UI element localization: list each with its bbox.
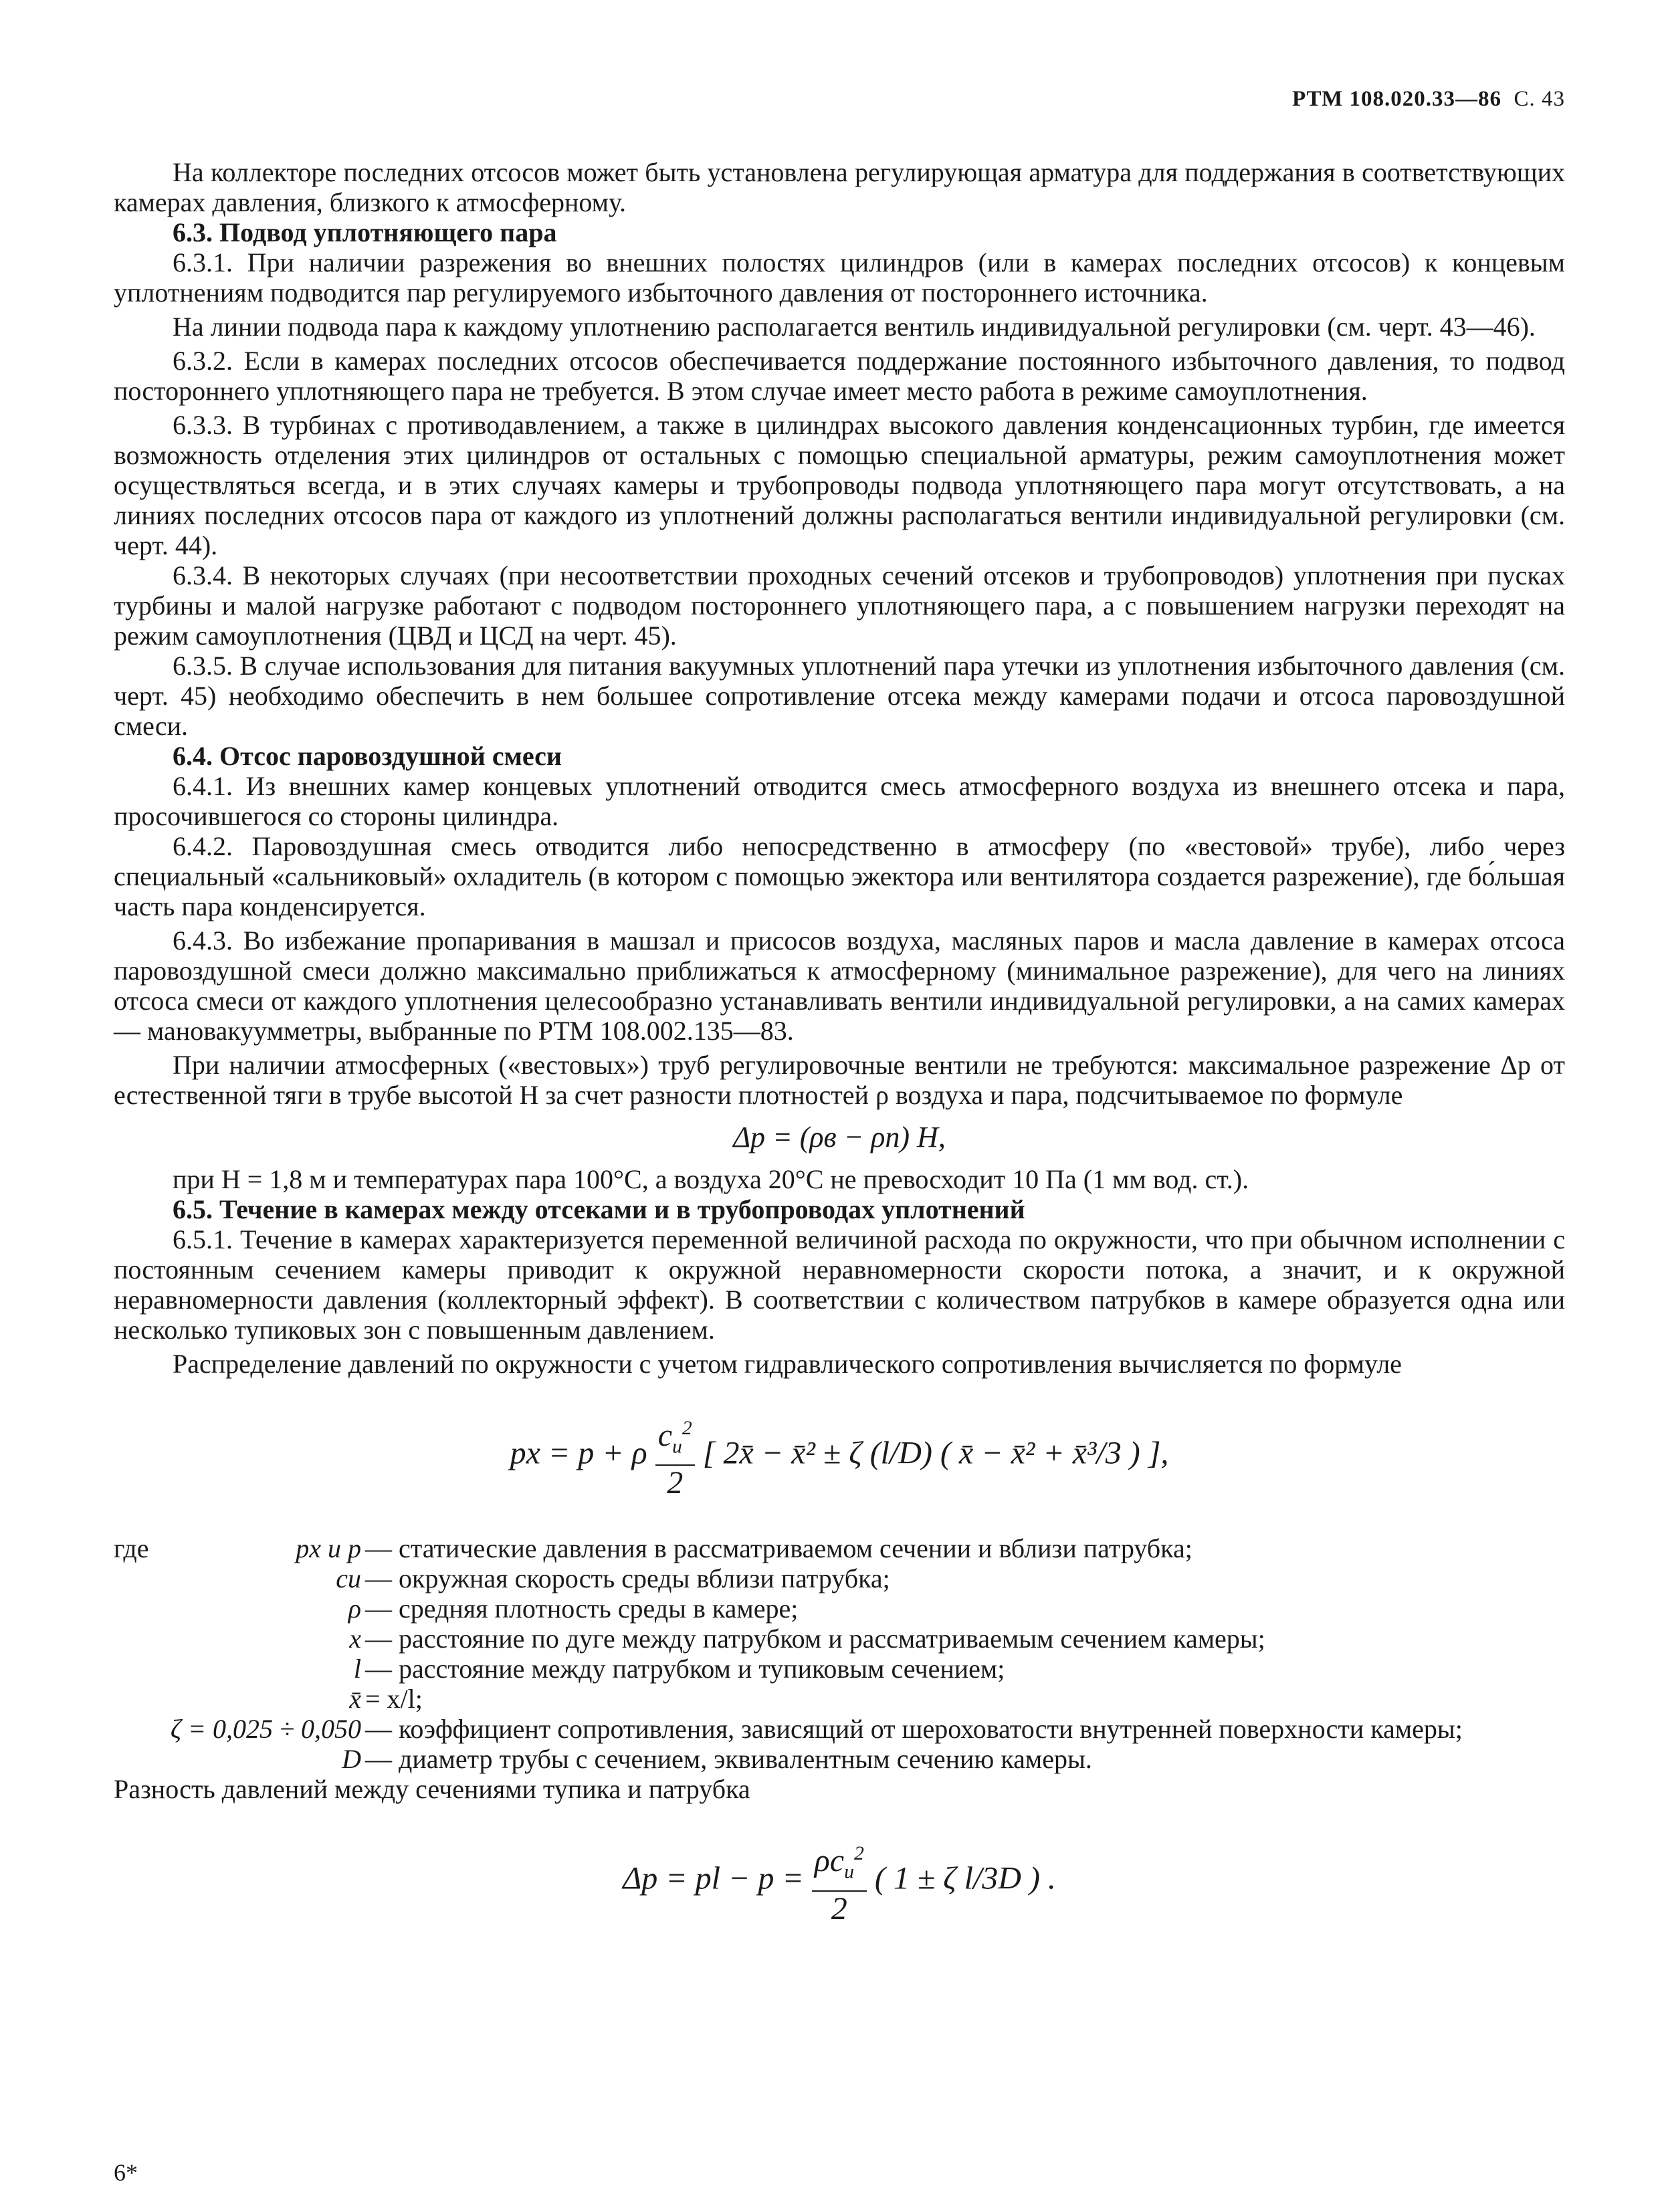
- fraction-rho-cu2-over-2: $\frac{\rho c_u^2}{2}$: [812, 1836, 867, 1926]
- definition-row: где px и p — статические давления в рассматриваемом сечении и вблизи патрубка;: [114, 1533, 1192, 1564]
- definition-row: x̄ = x/l;: [349, 1684, 423, 1715]
- formula-rhs: ( 1 ± ζ l/3D ) .: [874, 1860, 1056, 1896]
- paragraph: На коллекторе последних отсосов может быть установлена регулирующая арматура для поддержания в соответствующих камерах давления, близкого к атмосферному.: [114, 157, 1565, 217]
- formula-lhs: Δp = pl − p =: [623, 1860, 804, 1896]
- document-body: [114, 157, 1565, 1959]
- where-label: где: [114, 1533, 149, 1564]
- definition-row: cu — окружная скорость среды вблизи патрубка;: [336, 1563, 890, 1594]
- formula-lhs: px = p + ρ: [510, 1435, 647, 1471]
- definition-row: x — расстояние по дуге между патрубком и рассматриваемым сечением камеры;: [349, 1624, 1265, 1654]
- symbol-definitions: [114, 1533, 1565, 1774]
- paragraph-6-5-1: 6.5.1. Течение в камерах характеризуется переменной величиной расхода по окружности, что при обычном исполнении с постоянным сечением камеры приводит к окружной неравномерности скорости потока, а значит, и к окружной неравномерности давления (коллекторный эффект). В соответствии с количеством патрубков в камере образуется одна или несколько тупиковых зон с повышенным давлением.: [114, 1224, 1565, 1345]
- paragraph: При наличии атмосферных («вестовых») труб регулировочные вентили не требуются: максимальное разрежение Δp от естественной тяги в трубе высотой H за счет разности плотностей ρ воздуха и пара, подсчитываемое по формуле: [114, 1050, 1565, 1110]
- definition-row: ρ — средняя плотность среды в камере;: [348, 1593, 799, 1624]
- formula-pressure-difference: [114, 1836, 1565, 1926]
- paragraph-6-3-4: 6.3.4. В некоторых случаях (при несоответствии проходных сечений отсеков и трубопроводов) уплотнения при пусках турбины и малой нагрузке работают с подводом постороннего уплотняющего пара, а с повышением нагрузки переходят на режим самоуплотнения (ЦВД и ЦСД на черт. 45).: [114, 560, 1565, 651]
- document-code: РТМ 108.020.33—86: [1291, 87, 1501, 111]
- paragraph-6-4-3: 6.4.3. Во избежание пропаривания в машзал и присосов воздуха, масляных паров и масла давление в камерах отсоса паровоздушной смеси должно максимально приближаться к атмосферному (минимальное разрежение), для чего на линиях отсоса смеси от каждого уплотнения целесообразно устанавливать вентили индивидуальной регулировки, а на самих камерах — мановакуумметры, выбранные по РТМ 108.002.135—83.: [114, 925, 1565, 1046]
- signature-mark: 6*: [114, 2159, 138, 2186]
- formula-pressure-distribution: [114, 1411, 1565, 1501]
- formula-rhs: [ 2x̄ − x̄² ± ζ (l/D) ( x̄ − x̄² + x̄³/3 ) ],: [702, 1435, 1169, 1471]
- paragraph-6-3-2: 6.3.2. Если в камерах последних отсосов обеспечивается поддержание постоянного избыточного давления, то подвод постороннего уплотняющего пара не требуется. В этом случае имеет место работа в режиме самоуплотнения.: [114, 346, 1565, 406]
- definition-row: D — диаметр трубы с сечением, эквивалентным сечению камеры.: [342, 1744, 1092, 1775]
- section-heading-6-4: 6.4. Отсос паровоздушной смеси: [173, 741, 562, 771]
- page-number: С. 43: [1514, 87, 1565, 111]
- paragraph: Разность давлений между сечениями тупика и патрубка: [114, 1774, 750, 1805]
- section-heading-6-3: 6.3. Подвод уплотняющего пара: [173, 217, 557, 247]
- section-heading-6-5: 6.5. Течение в камерах между отсеками и в трубопроводах уплотнений: [173, 1194, 1025, 1224]
- running-header: [1292, 87, 1565, 112]
- paragraph-6-3-5: 6.3.5. В случае использования для питания вакуумных уплотнений пара утечки из уплотнения избыточного давления (см. черт. 45) необходимо обеспечить в нем большее сопротивление отсека между камерами подачи и отсоса паровоздушной смеси.: [114, 651, 1565, 741]
- fraction-cu2-over-2: $\frac{c_u^2}{2}$: [655, 1411, 695, 1501]
- paragraph-6-3-1: 6.3.1. При наличии разрежения во внешних полостях цилиндров (или в камерах последних отсосов) к концевым уплотнениям подводится пар регулируемого избыточного давления от постороннего источника.: [114, 247, 1565, 308]
- paragraph-6-3-3: 6.3.3. В турбинах с противодавлением, а также в цилиндрах высокого давления конденсационных турбин, где имеется возможность отделения этих цилиндров от остальных с помощью специальной арматуры, режим самоуплотнения может осуществляться всегда, и в этих случаях камеры и трубопроводы подвода уплотняющего пара могут отсутствовать, а на линиях последних отсосов пара от каждого из уплотнений должны располагаться вентили индивидуальной регулировки (см. черт. 44).: [114, 410, 1565, 560]
- paragraph: На линии подвода пара к каждому уплотнению располагается вентиль индивидуальной регулировки (см. черт. 43—46).: [173, 312, 1536, 342]
- paragraph: Распределение давлений по окружности с учетом гидравлического сопротивления вычисляется по формуле: [173, 1349, 1402, 1379]
- formula-draft: Δp = (ρв − ρп) H,: [733, 1121, 946, 1153]
- definition-row: ζ = 0,025 ÷ 0,050 — коэффициент сопротивления, зависящий от шероховатости внутренней поверхности камеры;: [170, 1714, 1463, 1745]
- paragraph-6-4-1: 6.4.1. Из внешних камер концевых уплотнений отводится смесь атмосферного воздуха из внешнего отсека и пара, просочившегося со стороны цилиндра.: [114, 771, 1565, 831]
- document-page: [114, 80, 1565, 2187]
- paragraph: при H = 1,8 м и температурах пара 100°С, а воздуха 20°С не превосходит 10 Па (1 мм вод. ст.).: [173, 1164, 1249, 1194]
- definition-row: l — расстояние между патрубком и тупиковым сечением;: [353, 1654, 1005, 1684]
- paragraph-6-4-2: 6.4.2. Паровоздушная смесь отводится либо непосредственно в атмосферу (по «вестовой» трубе), либо через специальный «сальниковый» охладитель (в котором с помощью эжектора или вентилятора создается разрежение), где бо́льшая часть пара конденсируется.: [114, 831, 1565, 921]
